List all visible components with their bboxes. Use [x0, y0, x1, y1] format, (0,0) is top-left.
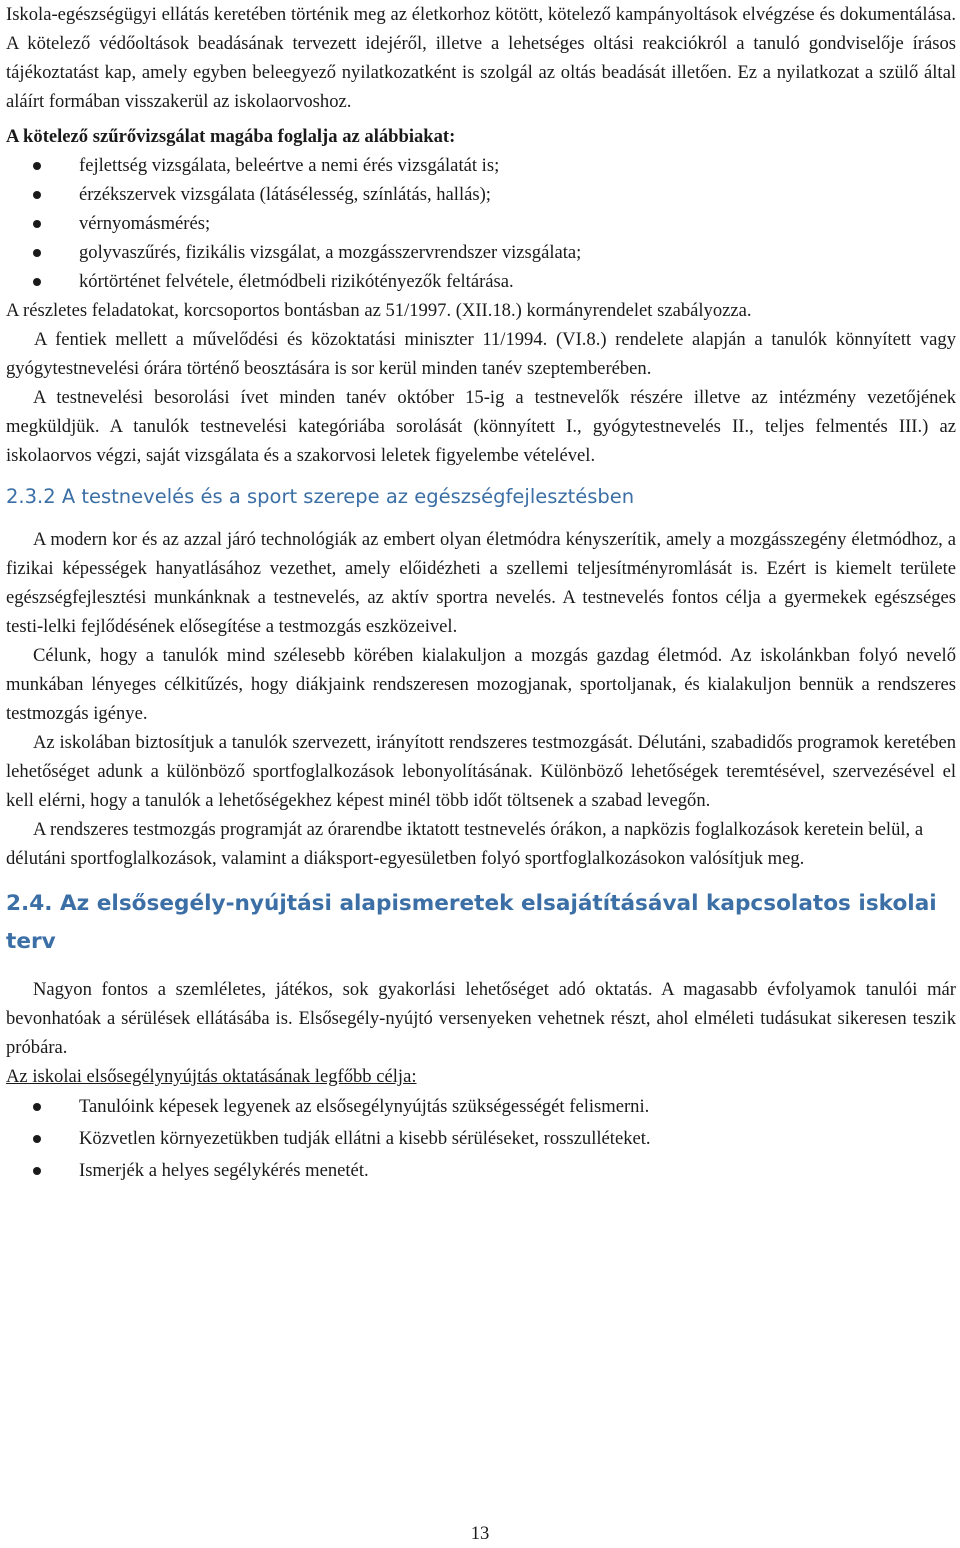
regulation-paragraph: A részletes feladatokat, korcsoportos bontásban az 51/1997. (XII.18.) kormányrendelet szabályozza. — [6, 300, 752, 321]
list-item: vérnyomásmérés; — [6, 209, 956, 238]
first-aid-goals-list — [6, 1091, 956, 1187]
list-item: Közvetlen környezetükben tudják ellátni a kisebb sérüléseket, rosszulléteket. — [6, 1123, 956, 1155]
list-item: fejlettség vizsgálata, beleértve a nemi érés vizsgálatát is; — [6, 151, 956, 180]
ministry-decree-paragraph: A fentiek mellett a művelődési és közoktatási miniszter 11/1994. (VI.8.) rendelete alapján a tanulók könnyített vagy gyógytestnevelési órára történő beosztására is sor kerül minden tanév szeptemberében. — [6, 329, 956, 379]
list-item: Ismerjék a helyes segélykérés menetét. — [6, 1155, 956, 1187]
list-item: kórtörténet felvétele, életmódbeli rizikótényezők feltárása. — [6, 267, 956, 296]
list-item: érzékszervek vizsgálata (látásélesség, színlátás, hallás); — [6, 180, 956, 209]
bullet-icon — [33, 249, 41, 257]
page-number: 13 — [470, 1523, 490, 1544]
bullet-icon — [33, 162, 41, 170]
list-item: golyvaszűrés, fizikális vizsgálat, a mozgásszervrendszer vizsgálata; — [6, 238, 956, 267]
screening-list — [6, 151, 956, 296]
bullet-icon — [33, 1103, 41, 1111]
document-page — [6, 0, 956, 1187]
screening-heading: A kötelező szűrővizsgálat magába foglalja az alábbiakat: — [6, 126, 456, 147]
section-2-3-2-paragraph: Célunk, hogy a tanulók mind szélesebb körében kialakuljon a mozgás gazdag életmód. Az iskolánkban folyó nevelő munkában lényeges célkitűzés, hogy diákjaink rendszeresen mozogjanak, sportoljanak, és kialakuljon bennük a rendszeres testmozgás igénye. — [6, 645, 956, 724]
bullet-icon — [33, 1167, 41, 1175]
list-item: Tanulóink képesek legyenek az elsősegélynyújtás szükségességét felismerni. — [6, 1091, 956, 1123]
section-2-4-heading: 2.4. Az elsősegély-nyújtási alapismeretek elsajátításával kapcsolatos iskolai terv — [6, 891, 937, 954]
bullet-icon — [33, 191, 41, 199]
section-2-3-2-paragraph: A rendszeres testmozgás programját az órarendbe iktatott testnevelés órákon, a napközis foglalkozások keretein belül, a délutáni sportfoglalkozások, valamint a diáksport-egyesületben folyó sportfoglalkozásokon valósítjuk meg. — [6, 819, 924, 869]
bullet-icon — [33, 220, 41, 228]
pe-classification-paragraph: A testnevelési besorolási ívet minden tanév október 15-ig a testnevelők részére illetve az intézmény vezetőjének megküldjük. A tanulók testnevelési kategóriába sorolását (könnyített I., gyógytestnevelés II., teljes felmentés III.) az iskolaorvos végzi, saját vizsgálata és a szakorvosi leletek figyelembe vételével. — [6, 387, 956, 466]
section-2-4-paragraph: Nagyon fontos a szemléletes, játékos, sok gyakorlási lehetőséget adó oktatás. A magasabb évfolyamok tanulói már bevonhatóak a sérülések ellátásába is. Elsősegély-nyújtó versenyeken vehetnek részt, ahol elméleti tudásukat sikeresen teszik próbára. — [6, 979, 956, 1058]
section-2-3-2-paragraph: Az iskolában biztosítjuk a tanulók szervezett, irányított rendszeres testmozgását. Délutáni, szabadidős programok keretében lehetőséget adunk a különböző sportfoglalkozások lebonyolításának. Különböző lehetőségek teremtésével, szervezésével el kell elérni, hogy a tanulók a lehetőségekhez képest minél több időt töltsenek a szabad levegőn. — [6, 732, 956, 811]
bullet-icon — [33, 278, 41, 286]
intro-paragraph: Iskola-egészségügyi ellátás keretében történik meg az életkorhoz kötött, kötelező kampányoltások elvégzése és dokumentálása. A kötelező védőoltások beadásának tervezett idejéről, illetve a lehetséges oltási reakciókról a tanuló gondviselője írásos tájékoztatást kap, amely egyben beleegyező nyilatkozatként is szolgál az oltás beadását illetően. Ez a nyilatkozat a szülő által aláírt formában visszakerül az iskolaorvoshoz. — [6, 4, 956, 112]
first-aid-goal-heading: Az iskolai elsősegélynyújtás oktatásának legfőbb célja: — [6, 1066, 417, 1087]
section-2-3-2-heading: 2.3.2 A testnevelés és a sport szerepe az egészségfejlesztésben — [6, 485, 635, 508]
bullet-icon — [33, 1135, 41, 1143]
section-2-3-2-paragraph: A modern kor és az azzal járó technológiák az embert olyan életmódra kényszerítik, amely a mozgásszegény életmódhoz, a fizikai képességek hanyatlásához vezethet, amely előidézheti a szellemi teljesítményromlását is. Ezért is kiemelt területe egészségfejlesztési munkánknak a testnevelés, az aktív sportra nevelés. A testnevelés fontos célja a gyermekek egészséges testi-lelki fejlődésének elősegítése a testmozgás eszközeivel. — [6, 529, 956, 637]
